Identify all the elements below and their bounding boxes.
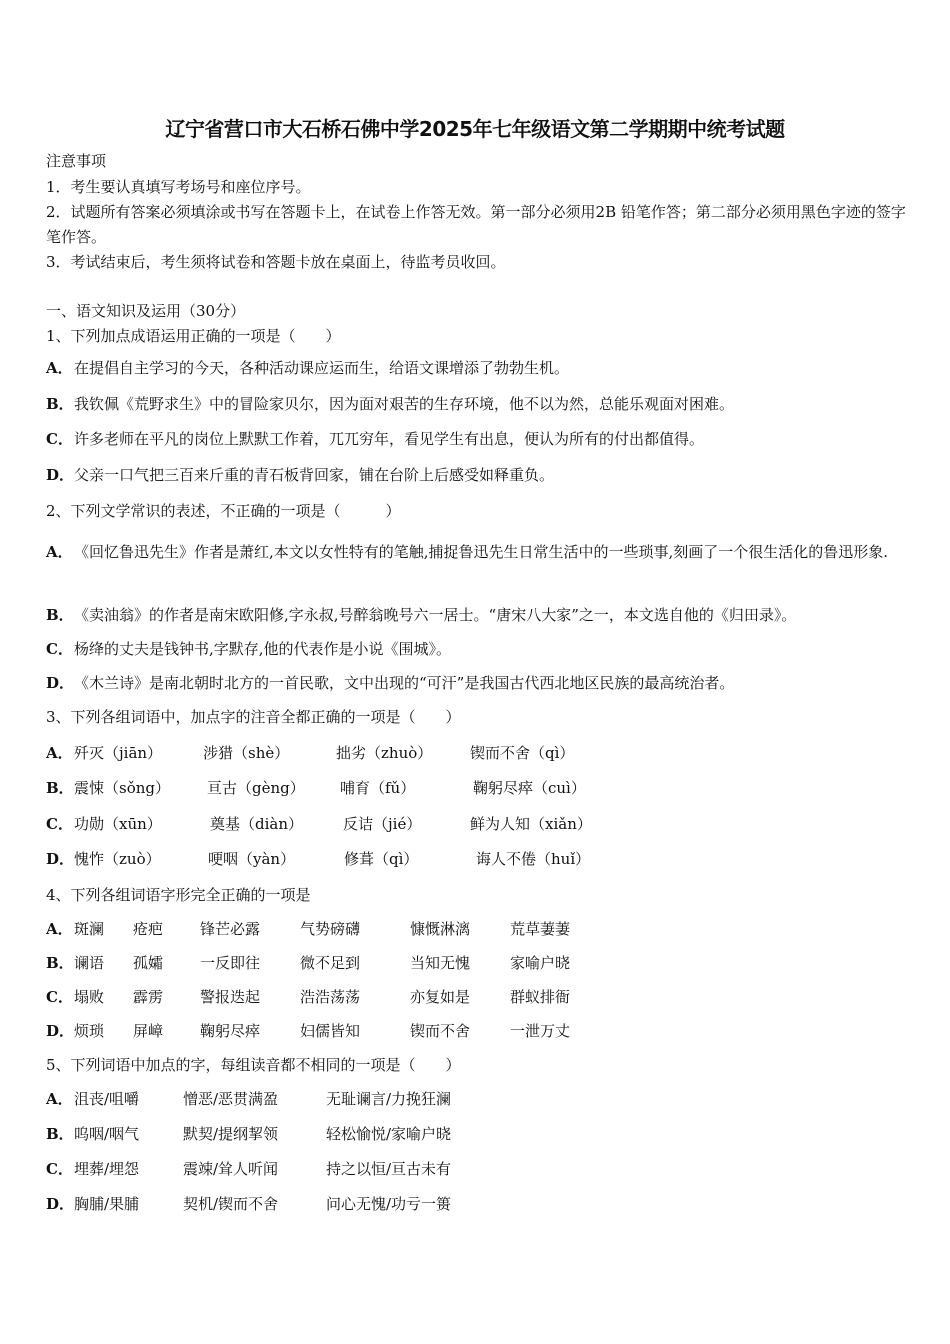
option-item: 诲人不倦（huǐ） — [476, 850, 591, 868]
page-title: 辽宁省营口市大石桥石佛中学2025年七年级语文第二学期期中统考试题 — [165, 117, 785, 141]
option-letter: D． — [46, 674, 75, 692]
option-item: 哺育（fǔ） — [340, 779, 416, 797]
option-letter: C． — [46, 1160, 73, 1178]
option-item: 鲜为人知（xiǎn） — [470, 815, 592, 833]
option-item: 亦复如是 — [410, 988, 471, 1006]
option-letter: A． — [46, 359, 73, 377]
option-letter: D． — [46, 1195, 75, 1213]
option-item: 涉猎（shè） — [203, 744, 290, 762]
option-item: 一反即往 — [200, 954, 261, 972]
option-text: 在提倡自主学习的今天，各种活动课应运而生，给语文课增添了勃勃生机。 — [74, 359, 570, 377]
question-stem: 3、下列各组词语中，加点字的注音全都正确的一项是（ ） — [46, 708, 461, 726]
option-item: 谰语 — [74, 954, 105, 972]
option-row — [46, 673, 734, 693]
question-stem: 5、下列词语中加点的字，每组读音都不相同的一项是（ ） — [46, 1056, 461, 1074]
option-item: 修葺（qì） — [344, 850, 419, 868]
option-letter: B． — [46, 1125, 74, 1143]
option-item: 群蚁排衙 — [510, 988, 571, 1006]
option-item: 浩浩荡荡 — [300, 988, 361, 1006]
option-letter: A． — [46, 920, 73, 938]
option-text: 《回忆鲁迅先生》作者是萧红,本文以女性特有的笔触,捕捉鲁迅先生日常生活中的一些琐事,刻画了一个很生活化的鲁迅形象. — [74, 543, 889, 561]
option-letter: D． — [46, 466, 75, 484]
option-text: 《木兰诗》是南北朝时北方的一首民歌，文中出现的“可汗”是我国古代西北地区民族的最高统治者。 — [74, 674, 735, 692]
option-item: 无耻谰言/力挽狂澜 — [326, 1090, 452, 1108]
option-item: 哽咽（yàn） — [208, 850, 296, 868]
option-row — [46, 394, 734, 414]
option-letter: C． — [46, 430, 73, 448]
option-item: 屏嶂 — [133, 1022, 164, 1040]
option-item: 震悚（sǒng） — [74, 779, 170, 797]
option-row — [46, 465, 554, 485]
option-item: 震竦/耸人听闻 — [183, 1160, 279, 1178]
option-item: 慷慨淋漓 — [410, 920, 471, 938]
option-letter: C． — [46, 988, 73, 1006]
question-stem: 1、下列加点成语运用正确的一项是（ ） — [46, 327, 341, 345]
option-letter: D． — [46, 850, 75, 868]
option-letter: B． — [46, 606, 74, 624]
option-row — [46, 639, 451, 659]
notice-item: 1．考生要认真填写考场号和座位序号。 — [46, 178, 311, 196]
option-text: 父亲一口气把三百来斤重的青石板背回家，铺在台阶上后感受如释重负。 — [74, 466, 555, 484]
option-item: 鞠躬尽瘁（cuì） — [473, 779, 586, 797]
option-item: 胸脯/果脯 — [74, 1195, 140, 1213]
option-item: 塌败 — [74, 988, 105, 1006]
option-letter: D． — [46, 1022, 75, 1040]
notice-heading: 注意事项 — [46, 152, 107, 170]
option-letter: A． — [46, 1090, 73, 1108]
option-item: 反诘（jié） — [343, 815, 422, 833]
option-item: 愧怍（zuò） — [74, 850, 161, 868]
option-item: 烦琐 — [74, 1022, 105, 1040]
option-item: 孤孀 — [133, 954, 164, 972]
option-row — [46, 605, 796, 625]
option-item: 轻松愉悦/家喻户晓 — [326, 1125, 452, 1143]
notice-item: 2．试题所有答案必须填涂或书写在答题卡上，在试卷上作答无效。第一部分必须用2B 铅笔作答；第二部分必须用黑色字迹的签字笔作答。 — [46, 203, 906, 246]
option-text: 我钦佩《荒野求生》中的冒险家贝尔，因为面对艰苦的生存环境，他不以为然，总能乐观面对困难。 — [74, 395, 735, 413]
option-item: 埋葬/埋怨 — [74, 1160, 140, 1178]
option-letter: C． — [46, 640, 73, 658]
option-item: 锲而不舍 — [410, 1022, 471, 1040]
option-item: 拙劣（zhuò） — [336, 744, 433, 762]
option-row — [46, 358, 569, 378]
option-letter: B． — [46, 954, 74, 972]
option-text: 杨绛的丈夫是钱钟书,字默存,他的代表作是小说《围城》。 — [74, 640, 452, 658]
option-item: 奠基（diàn） — [210, 815, 304, 833]
option-text: 许多老师在平凡的岗位上默默工作着，兀兀穷年，看见学生有出息，便认为所有的付出都值得。 — [74, 430, 705, 448]
option-row — [46, 429, 704, 449]
question-stem: 2、下列文学常识的表述，不正确的一项是（ ） — [46, 502, 401, 520]
option-letter: A． — [46, 744, 73, 762]
option-item: 亘古（gèng） — [207, 779, 305, 797]
option-item: 锲而不舍（qì） — [470, 744, 575, 762]
option-item: 家喻户晓 — [510, 954, 571, 972]
option-item: 疮疤 — [133, 920, 164, 938]
option-item: 警报迭起 — [200, 988, 261, 1006]
option-item: 一泄万丈 — [510, 1022, 571, 1040]
option-item: 契机/锲而不舍 — [183, 1195, 279, 1213]
option-letter: B． — [46, 395, 74, 413]
option-item: 霹雳 — [133, 988, 164, 1006]
section-heading: 一、语文知识及运用（30分） — [46, 302, 246, 320]
option-item: 默契/提纲挈领 — [183, 1125, 279, 1143]
question-stem: 4、下列各组词语字形完全正确的一项是 — [46, 886, 311, 904]
option-item: 问心无愧/功亏一篑 — [326, 1195, 452, 1213]
option-item: 妇儒皆知 — [300, 1022, 361, 1040]
option-item: 歼灭（jiān） — [74, 744, 163, 762]
option-item: 憎恶/恶贯满盈 — [183, 1090, 279, 1108]
option-item: 呜咽/咽气 — [74, 1125, 140, 1143]
option-item: 鞠躬尽瘁 — [200, 1022, 261, 1040]
notice-item: 3．考试结束后，考生须将试卷和答题卡放在桌面上，待监考员收回。 — [46, 253, 506, 271]
option-letter: C． — [46, 815, 73, 833]
option-letter: B． — [46, 779, 74, 797]
option-letter: A． — [46, 543, 73, 561]
option-item: 持之以恒/亘古未有 — [326, 1160, 452, 1178]
option-item: 微不足到 — [300, 954, 361, 972]
option-row — [46, 534, 906, 570]
option-item: 沮丧/咀嚼 — [74, 1090, 140, 1108]
option-item: 锋芒必露 — [200, 920, 261, 938]
option-item: 荒草萋萋 — [510, 920, 571, 938]
option-item: 斑澜 — [74, 920, 105, 938]
option-item: 功勋（xūn） — [74, 815, 162, 833]
option-text: 《卖油翁》的作者是南宋欧阳修,字永叔,号醉翁晚号六一居士。“唐宋八大家”之一，本文选自他的《归田录》。 — [74, 606, 797, 624]
option-item: 气势磅礴 — [300, 920, 361, 938]
option-item: 当知无愧 — [410, 954, 471, 972]
